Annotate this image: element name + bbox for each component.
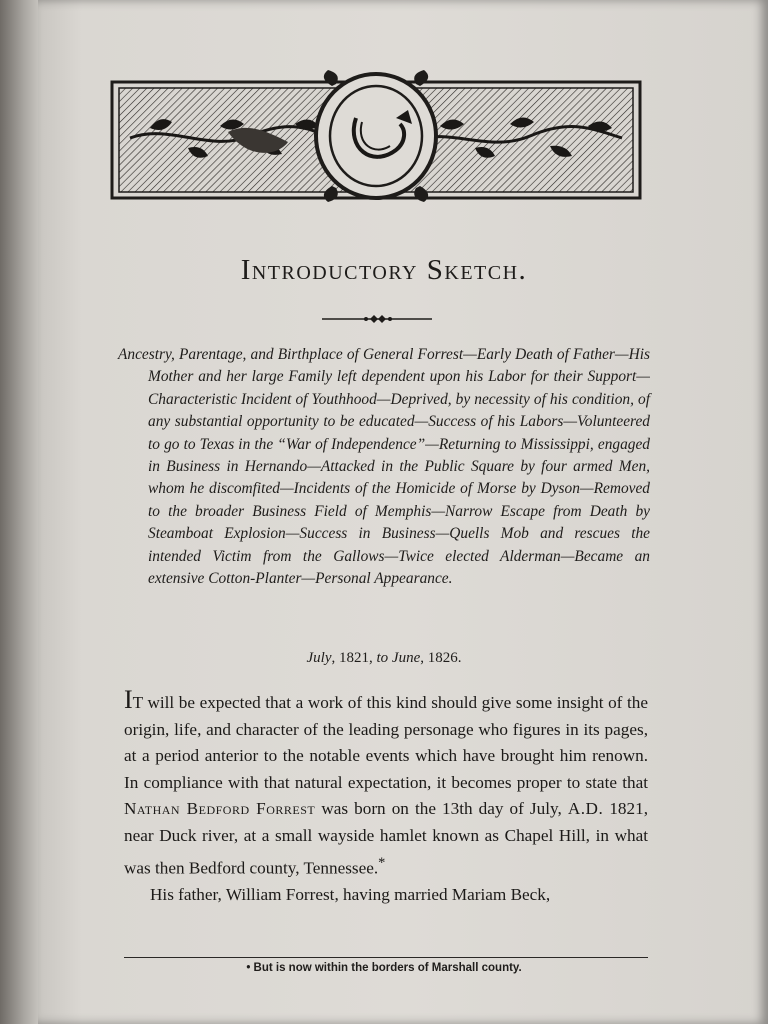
footnote: • But is now within the borders of Marshall county.: [246, 962, 522, 974]
paragraph-1-part-b: was born on the 13th day of July,: [315, 799, 568, 819]
date-start-year: , 1821,: [331, 650, 377, 666]
paragraph-1-part-c: 1821, near Duck river, at a small wayside hamlet known as Chapel Hill, in what was then Bedford county, Tennessee.: [124, 799, 648, 878]
date-end-year: , 1826.: [420, 650, 462, 666]
body-paragraph-1: [124, 685, 648, 882]
book-gutter: [0, 0, 40, 1024]
chapter-date-range: [0, 650, 768, 667]
footnote-rule: [124, 957, 648, 958]
date-start-month: July: [306, 650, 332, 666]
date-to: to: [376, 650, 389, 666]
body-text: [124, 685, 648, 908]
footnote-marker: *: [378, 854, 386, 871]
person-name: Nathan Bedford Forrest: [124, 799, 316, 819]
era-abbreviation: A.D.: [567, 799, 604, 819]
chapter-title: Introductory Sketch.: [240, 254, 528, 286]
date-end-month: June: [391, 650, 421, 666]
title-ornament-divider: [322, 313, 432, 325]
chapter-synopsis: [118, 344, 650, 590]
paragraph-1-part-a: T will be expected that a work of this kind should give some insight of the origin, life, and character of the leading personage who figures in its pages, at a period anterior to the notable events which have brought him renown. In compliance with that natural expectation, it becomes proper to state that: [124, 693, 648, 792]
body-paragraph-2: His father, William Forrest, having married Mariam Beck,: [150, 884, 551, 904]
synopsis-text: Ancestry, Parentage, and Birthplace of General Forrest—Early Death of Father—His Mother and her large Family left dependent upon his Labor for their Support—Characteristic Incident of Youthhood—Deprived, by necessity of his condition, of any substantial opportunity to be educated—Success of his Labors—Volunteered to go to Texas in the “War of Independence”—Returning to Mississippi, engaged in Business in Hernando—Attacked in the Public Square by four armed Men, whom he discomfited—Incidents of the Homicide of Morse by Dyson—Removed to the broader Business Field of Memphis—Narrow Escape from Death by Steamboat Explosion—Success in Business—Quells Mob and rescues the intended Victim from the Gallows—Twice elected Alderman—Became an extensive Cotton-Planter—Personal Appearance.: [118, 346, 650, 588]
decorative-headpiece: [110, 68, 642, 202]
drop-cap: I: [124, 685, 133, 714]
